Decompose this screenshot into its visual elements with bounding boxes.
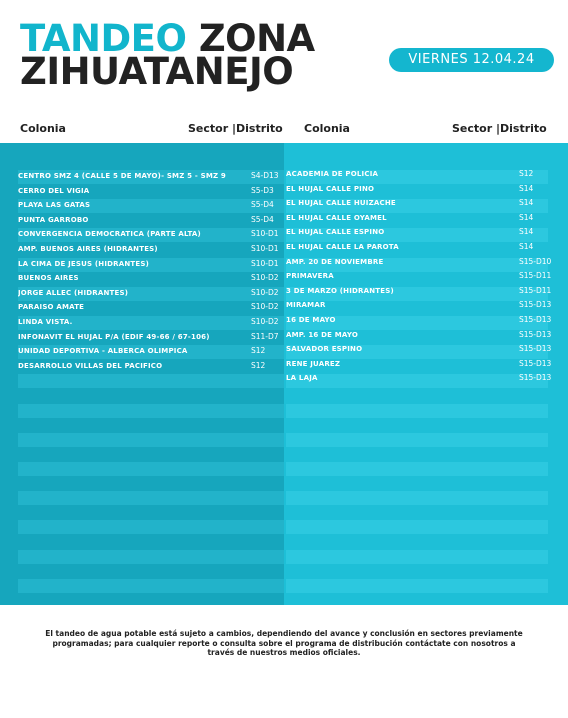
sector-cell: S10-D1: [251, 229, 279, 239]
row-stripe: [286, 433, 548, 447]
sector-cell: S14: [519, 198, 534, 208]
colonia-cell: BUENOS AIRES: [18, 274, 79, 283]
colonia-cell: UNIDAD DEPORTIVA - ALBERCA OLIMPICA: [18, 347, 188, 356]
table-row: [286, 255, 550, 269]
sector-cell: S15-D13: [519, 329, 552, 339]
row-stripe: [18, 520, 284, 534]
colonia-cell: CERRO DEL VIGIA: [18, 186, 90, 195]
sector-cell: S15-D11: [519, 271, 552, 281]
colonia-cell: SALVADOR ESPINO: [286, 345, 363, 354]
table-row: [286, 182, 550, 196]
sector-cell: S10-D1: [251, 258, 279, 268]
colonia-cell: INFONAVIT EL HUJAL P/A (EDIF 49-66 / 67-106): [18, 332, 210, 341]
row-stripe: [18, 433, 284, 447]
colonia-cell: CONVERGENCIA DEMOCRATICA (PARTE ALTA): [18, 230, 201, 239]
colonia-cell: AMP. 20 DE NOVIEMBRE: [286, 257, 384, 266]
footer-line: programadas; para cualquier reporte o consulta sobre el programa de distribución contáctate con nosotros a: [52, 638, 516, 648]
colonia-cell: EL HUJAL CALLE ESPINO: [286, 228, 385, 237]
colonia-cell: EL HUJAL CALLE PINO: [286, 184, 375, 193]
table-row: [18, 257, 284, 271]
colonia-cell: AMP. 16 DE MAYO: [286, 330, 359, 339]
colonia-cell: MIRAMAR: [286, 301, 326, 310]
table-row: [18, 359, 284, 373]
colonia-cell: RENE JUAREZ: [286, 359, 341, 368]
table-row: [286, 357, 550, 371]
table-row: [18, 271, 284, 285]
table-row: [286, 328, 550, 342]
sector-cell: S14: [519, 227, 534, 237]
row-stripe: [18, 550, 284, 564]
sector-cell: S10-D2: [251, 302, 279, 312]
table-row: [286, 342, 550, 356]
table-row: [286, 196, 550, 210]
sector-cell: S14: [519, 242, 534, 251]
row-stripe: [286, 579, 548, 593]
colonia-cell: LINDA VISTA.: [18, 318, 73, 326]
schedule-panel-right: [284, 143, 568, 605]
colonia-cell: PLAYA LAS GATAS: [18, 201, 91, 210]
table-row: [18, 315, 284, 329]
colonia-cell: LA CIMA DE JESUS (HIDRANTES): [18, 259, 150, 268]
title-line-zihuatanejo: ZIHUATANEJO: [20, 50, 294, 93]
table-row: [286, 167, 550, 181]
sector-cell: S14: [519, 183, 534, 193]
footer-note: [40, 629, 528, 658]
colonia-cell: 3 DE MARZO (HIDRANTES): [286, 286, 394, 295]
table-row: [18, 184, 284, 198]
table-row: [18, 169, 284, 183]
table-row: [18, 300, 284, 314]
colonia-cell: ACADEMIA DE POLICIA: [286, 170, 379, 178]
colonia-cell: DESARROLLO VILLAS DEL PACIFICO: [18, 361, 163, 370]
header-colonia-left: Colonia: [20, 122, 66, 135]
sector-cell: S15-D11: [519, 285, 552, 295]
colonia-cell: EL HUJAL CALLE OYAMEL: [286, 213, 387, 222]
sector-cell: S15-D13: [519, 300, 552, 310]
date-badge: VIERNES 12.04.24: [389, 48, 554, 72]
header-colonia-right: Colonia: [304, 122, 350, 135]
header-sector-right: Sector |Distrito: [452, 122, 547, 135]
colonia-cell: PARAISO AMATE: [18, 303, 85, 312]
sector-cell: S15-D13: [519, 373, 552, 383]
sector-cell: S15-D10: [519, 256, 552, 266]
page-title: [20, 17, 315, 93]
colonia-cell: CENTRO SMZ 4 (CALLE 5 DE MAYO)- SMZ 5 - SMZ 9: [18, 172, 226, 180]
colonia-cell: EL HUJAL CALLE LA PAROTA: [286, 243, 399, 251]
table-row: [286, 211, 550, 225]
title-word-zona: ZONA: [198, 17, 315, 60]
schedule-panel-left: [0, 143, 284, 605]
table-row: [286, 298, 550, 312]
sector-cell: S5-D4: [251, 200, 274, 210]
colonia-cell: JORGE ALLEC (HIDRANTES): [18, 288, 129, 297]
footer-line: El tandeo de agua potable está sujeto a cambios, dependiendo del avance y conclusión en sectores previamente: [45, 629, 523, 638]
row-stripe: [18, 404, 284, 418]
table-row: [18, 198, 284, 212]
footer-line: través de nuestros medios oficiales.: [207, 648, 361, 657]
row-stripe: [286, 462, 548, 476]
colonia-cell: PUNTA GARROBO: [18, 215, 89, 224]
sector-cell: S10-D2: [251, 287, 279, 297]
table-row: [18, 286, 284, 300]
sector-cell: S15-D13: [519, 344, 552, 354]
colonia-cell: LA LAJA: [286, 374, 318, 383]
table-row: [18, 242, 284, 256]
row-stripe: [286, 550, 548, 564]
table-row: [18, 344, 284, 358]
row-stripe: [18, 491, 284, 505]
sector-cell: S11-D7: [251, 331, 279, 341]
sector-cell: S12: [251, 346, 266, 356]
table-row: [18, 213, 284, 227]
header-sector-left: Sector |Distrito: [188, 122, 283, 135]
table-row: [286, 225, 550, 239]
sector-cell: S15-D13: [519, 315, 552, 324]
row-stripe: [286, 491, 548, 505]
sector-cell: S14: [519, 212, 534, 222]
sector-cell: S15-D13: [519, 358, 552, 368]
table-row: [286, 240, 550, 254]
sector-cell: S10-D2: [251, 273, 279, 283]
sector-cell: S5-D3: [251, 185, 274, 195]
table-row: [286, 313, 550, 327]
sector-cell: S10-D2: [251, 317, 279, 326]
sector-cell: S10-D1: [251, 244, 279, 253]
sector-cell: S5-D4: [251, 214, 274, 224]
table-row: [286, 284, 550, 298]
table-row: [18, 227, 284, 241]
table-row: [286, 371, 550, 385]
colonia-cell: EL HUJAL CALLE HUIZACHE: [286, 199, 396, 208]
colonia-cell: 16 DE MAYO: [286, 316, 336, 324]
colonia-cell: PRIMAVERA: [286, 272, 334, 281]
row-stripe: [18, 579, 284, 593]
colonia-cell: AMP. BUENOS AIRES (HIDRANTES): [18, 245, 158, 253]
sector-cell: S12: [251, 360, 266, 370]
table-row: [286, 269, 550, 283]
row-stripe: [18, 462, 284, 476]
title-word-tandeo: TANDEO: [20, 17, 187, 60]
sector-cell: S12: [519, 169, 534, 178]
row-stripe: [286, 520, 548, 534]
table-row: [18, 330, 284, 344]
row-stripe: [18, 374, 284, 388]
row-stripe: [286, 404, 548, 418]
sector-cell: S4-D13: [251, 171, 279, 180]
